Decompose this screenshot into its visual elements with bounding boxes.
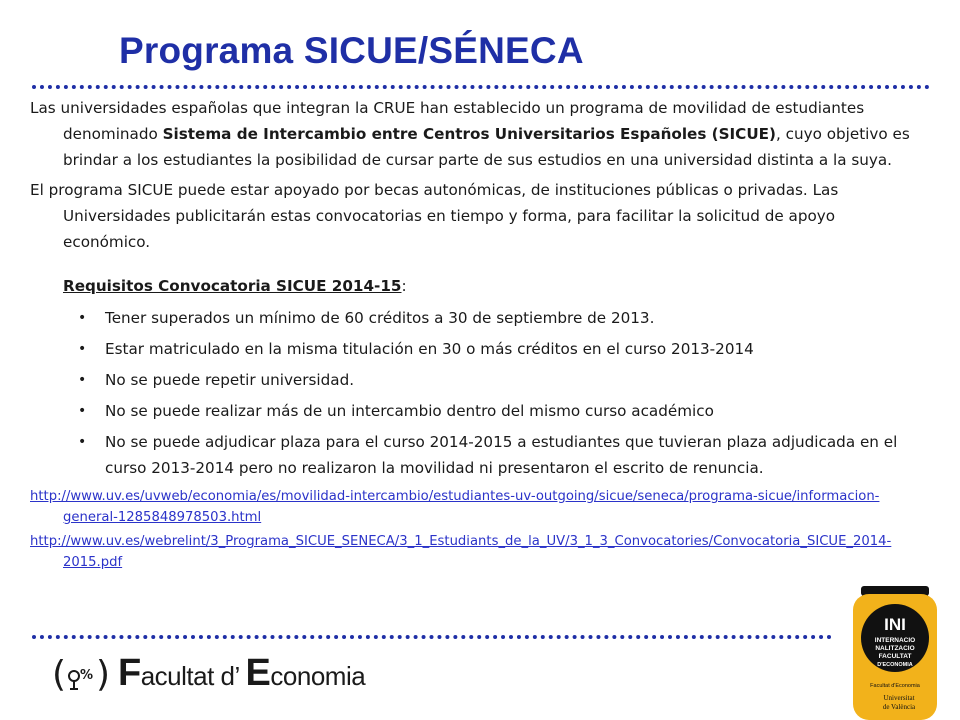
paragraph-text: Las universidades españolas que integran la CRUE han establecido un programa de movilidad de estudiantes denominado	[30, 99, 865, 143]
link-sicue-convocatoria[interactable]: http://www.uv.es/webrelint/3_Programa_SICUE_SENECA/3_1_Estudiants_de_la_UV/3_1_3_Convocatories/Convocatoria_SICUE_2014-2015.pdf	[30, 534, 892, 570]
badge-line-1: INTERNACIO	[874, 637, 916, 644]
faculty-symbol-icon	[52, 652, 112, 696]
top-divider	[32, 85, 930, 89]
faculty-symbol-logo	[52, 652, 112, 696]
badge-university-text: Universitat	[883, 694, 915, 702]
bullet-icon: •	[78, 434, 87, 450]
svg-text:(: (	[52, 654, 67, 695]
paragraph-bold-text: Sistema de Intercambio entre Centros Universitarios Españoles (SICUE)	[162, 125, 776, 143]
requirement-text: No se puede adjudicar plaza para el curso 2014-2015 a estudiantes que tuvieran plaza adjudicada en el curso 2013-2014 pero no realizaron la movilidad ni presentaron el escrito de renuncia.	[105, 433, 898, 477]
requirement-text: Estar matriculado en la misma titulación en 30 o más créditos en el curso 2013-2014	[105, 340, 754, 358]
requirement-text: No se puede repetir universidad.	[105, 371, 355, 389]
badge-line-2: NALITZACIO	[875, 645, 915, 652]
page-title: Programa SICUE/SÉNECA	[119, 30, 584, 71]
requirement-item	[30, 429, 912, 481]
requirement-item	[30, 305, 912, 331]
requirement-text: No se puede realizar más de un intercambio dentro del mismo curso académico	[105, 402, 714, 420]
main-content	[30, 95, 912, 576]
bullet-icon: •	[78, 341, 87, 357]
links-section	[30, 486, 912, 573]
requirement-item	[30, 367, 912, 393]
bullet-icon: •	[78, 403, 87, 419]
requirements-colon: :	[401, 277, 407, 295]
link-sicue-info[interactable]: http://www.uv.es/uvweb/economia/es/movilidad-intercambio/estudiantes-uv-outgoing/sicue/seneca/programa-sicue/informacion-general-1285848978503.html	[30, 489, 880, 525]
badge-line-4: D'ECONOMIA	[877, 662, 913, 668]
requirements-heading	[63, 273, 912, 299]
bullet-icon: •	[78, 372, 87, 388]
badge-faculty-text: Facultat d'Economia	[870, 683, 920, 689]
faculty-initial-f: F	[118, 652, 141, 694]
internationalization-badge	[853, 586, 937, 720]
svg-text:%: %	[80, 668, 94, 683]
faculty-name	[118, 652, 365, 695]
badge-ini-text: INI	[884, 615, 906, 634]
svg-text:): )	[96, 654, 111, 695]
paragraph-text: , cuyo objetivo es brindar a los estudiantes la posibilidad de cursar parte de sus estudios en una universidad distinta a la suya.	[63, 125, 910, 169]
paragraph-sicue-intro	[30, 95, 912, 173]
requirement-item	[30, 398, 912, 424]
faculty-word-1: acultat d’	[140, 661, 246, 691]
faculty-initial-e: E	[245, 652, 271, 694]
requirements-list	[30, 305, 912, 481]
faculty-word-2: conomia	[270, 661, 366, 691]
paragraph-funding: El programa SICUE puede estar apoyado por becas autonómicas, de instituciones públicas o privadas. Las Universidades publicitarán estas convocatorias en tiempo y forma, para facilitar la solicitud de apoyo económico.	[30, 181, 839, 251]
badge-valencia-text: de València	[882, 703, 916, 711]
badge-line-3: FACULTAT	[878, 653, 912, 660]
requirement-item	[30, 336, 912, 362]
requirement-text: Tener superados un mínimo de 60 créditos a 30 de septiembre de 2013.	[105, 309, 655, 327]
bottom-divider	[32, 635, 832, 639]
bullet-icon: •	[78, 310, 87, 326]
requirements-heading-text: Requisitos Convocatoria SICUE 2014-15	[63, 277, 402, 295]
